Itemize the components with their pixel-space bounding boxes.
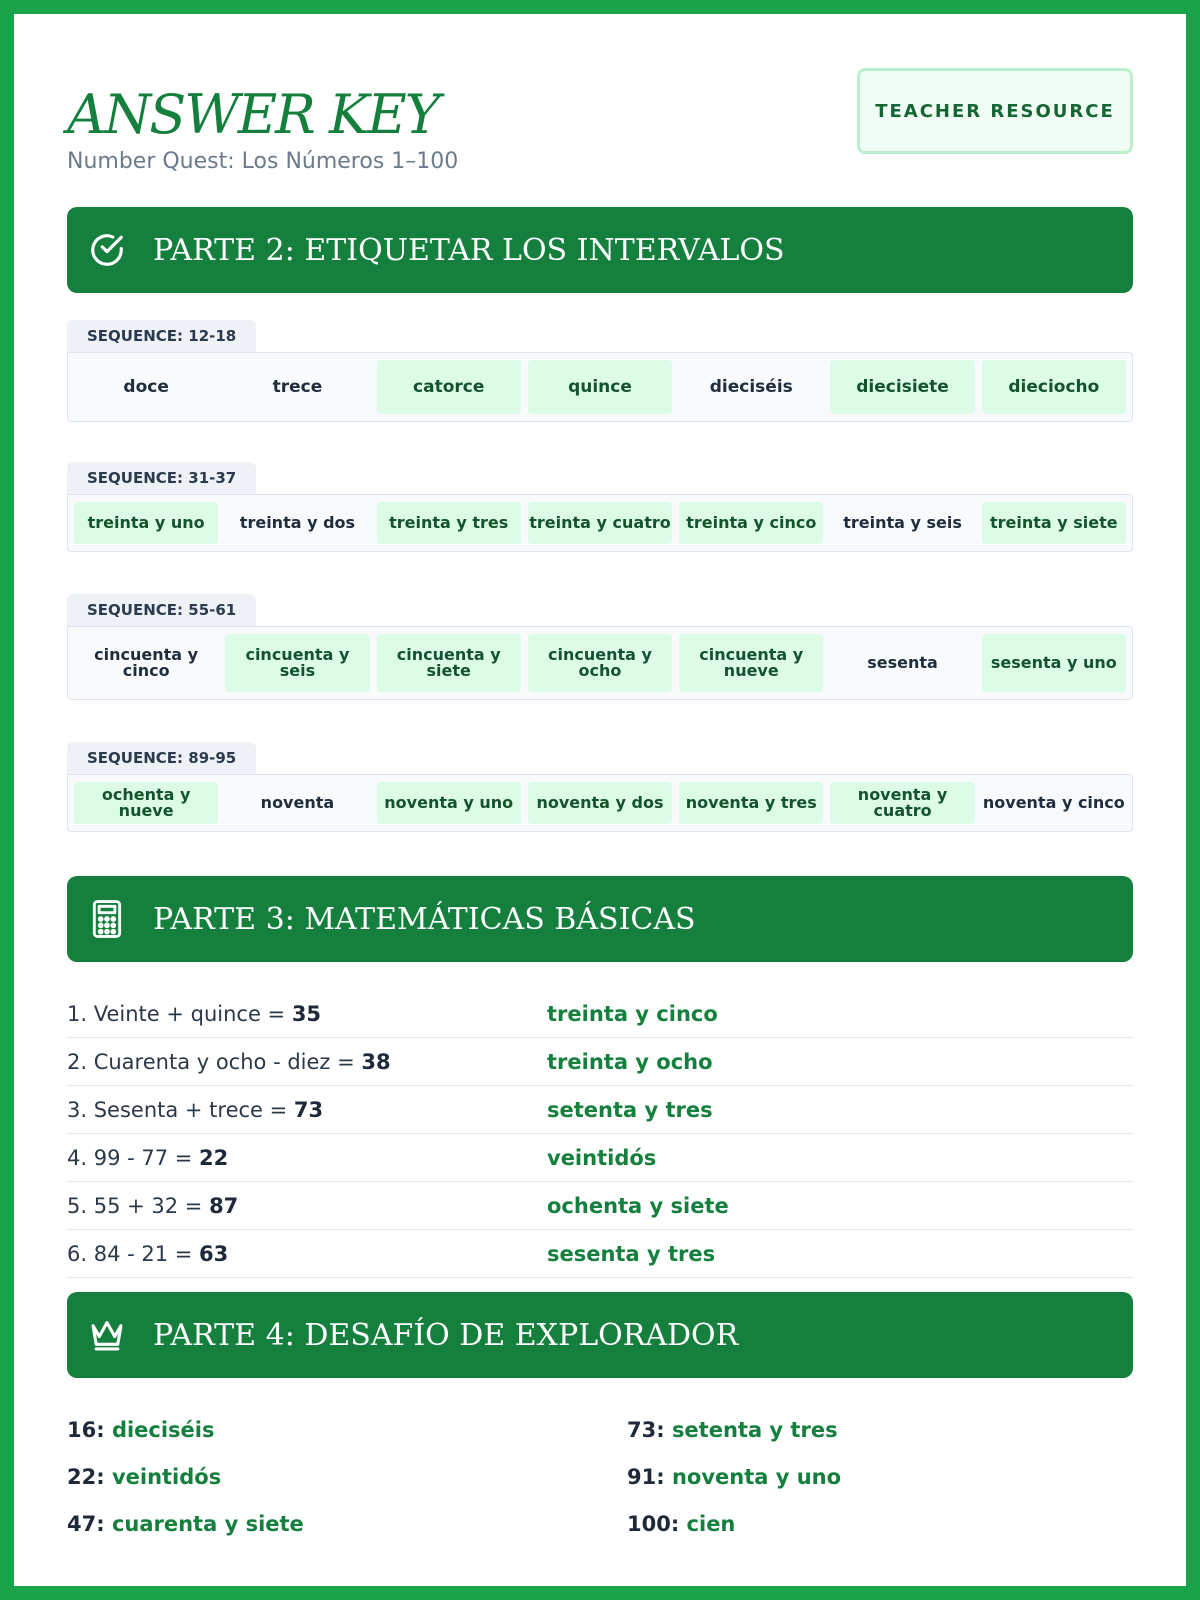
challenge-item bbox=[627, 1418, 838, 1442]
answer-cell: noventa y cuatro bbox=[830, 782, 974, 824]
answer-cell: treinta y uno bbox=[74, 502, 218, 544]
worksheet-page bbox=[14, 14, 1186, 1586]
answer-cell: cincuenta y ocho bbox=[528, 634, 672, 692]
answer-cell: noventa y dos bbox=[528, 782, 672, 824]
answer-cell: cincuenta y nueve bbox=[679, 634, 823, 692]
math-question-text: 5. 55 + 32 = bbox=[67, 1193, 210, 1218]
answer-cell: noventa y tres bbox=[679, 782, 823, 824]
challenge-word: dieciséis bbox=[111, 1417, 215, 1442]
section-header-part3 bbox=[67, 876, 1133, 962]
answer-cell: treinta y siete bbox=[982, 502, 1126, 544]
sequence-label: SEQUENCE: 31-37 bbox=[67, 462, 256, 494]
section-title-part3: PARTE 3: MATEMÁTICAS BÁSICAS bbox=[153, 901, 696, 937]
challenge-item bbox=[67, 1465, 221, 1489]
challenge-row bbox=[67, 1500, 1133, 1547]
teacher-resource-badge: TEACHER RESOURCE bbox=[857, 68, 1133, 154]
section-header-part2 bbox=[67, 207, 1133, 293]
sequence-row bbox=[67, 626, 1133, 700]
math-question bbox=[67, 1194, 238, 1218]
section-title-part2: PARTE 2: ETIQUETAR LOS INTERVALOS bbox=[153, 232, 785, 268]
section-title-part4: PARTE 4: DESAFÍO DE EXPLORADOR bbox=[153, 1317, 739, 1353]
sequence-block bbox=[67, 462, 1133, 552]
math-answer: setenta y tres bbox=[547, 1097, 713, 1122]
given-cell: noventa y cinco bbox=[982, 793, 1125, 812]
math-question bbox=[67, 1098, 323, 1122]
check-circle-icon bbox=[87, 230, 127, 270]
challenge-number: 91: bbox=[627, 1464, 665, 1489]
challenge-item bbox=[67, 1418, 215, 1442]
challenge-row bbox=[67, 1453, 1133, 1500]
answer-cell: sesenta y uno bbox=[982, 634, 1126, 692]
answer-cell: treinta y tres bbox=[377, 502, 521, 544]
math-answer: sesenta y tres bbox=[547, 1241, 716, 1266]
sequence-row bbox=[67, 494, 1133, 552]
math-row bbox=[67, 1038, 1133, 1086]
calculator-icon bbox=[87, 899, 127, 939]
given-cell: trece bbox=[272, 377, 323, 397]
challenge-word: cuarenta y siete bbox=[111, 1511, 304, 1536]
math-question-text: 6. 84 - 21 = bbox=[67, 1241, 200, 1266]
math-row bbox=[67, 1182, 1133, 1230]
challenge-word: cien bbox=[686, 1511, 736, 1536]
challenge-item bbox=[67, 1512, 304, 1536]
given-cell: dieciséis bbox=[709, 377, 793, 397]
sequence-label: SEQUENCE: 55-61 bbox=[67, 594, 256, 626]
math-question-text: 3. Sesenta + trece = bbox=[67, 1097, 294, 1122]
given-cell: doce bbox=[123, 377, 169, 397]
page-subtitle: Number Quest: Los Números 1–100 bbox=[67, 149, 459, 174]
math-question bbox=[67, 1242, 228, 1266]
math-question bbox=[67, 1002, 321, 1026]
sequence-row bbox=[67, 774, 1133, 832]
answer-cell: ochenta y nueve bbox=[74, 782, 218, 824]
math-answer: treinta y cinco bbox=[547, 1001, 718, 1026]
math-result: 38 bbox=[361, 1049, 391, 1074]
math-row bbox=[67, 1134, 1133, 1182]
section-header-part4 bbox=[67, 1292, 1133, 1378]
crown-icon bbox=[87, 1315, 127, 1355]
math-result: 87 bbox=[209, 1193, 239, 1218]
math-result: 63 bbox=[199, 1241, 229, 1266]
math-answer: ochenta y siete bbox=[547, 1193, 729, 1218]
sequence-block bbox=[67, 742, 1133, 832]
answer-cell: quince bbox=[528, 360, 672, 414]
challenge-item bbox=[627, 1512, 735, 1536]
challenge-number: 16: bbox=[67, 1417, 105, 1442]
answer-cell: treinta y cuatro bbox=[528, 502, 672, 544]
given-cell: cincuenta y cinco bbox=[94, 645, 199, 680]
challenge-word: setenta y tres bbox=[671, 1417, 838, 1442]
challenge-item bbox=[627, 1465, 841, 1489]
page-title: ANSWER KEY bbox=[67, 83, 439, 146]
math-problem-list bbox=[67, 990, 1133, 1278]
answer-cell: diecisiete bbox=[830, 360, 974, 414]
challenge-number: 22: bbox=[67, 1464, 105, 1489]
given-cell: noventa bbox=[260, 793, 335, 812]
math-question bbox=[67, 1146, 228, 1170]
sequence-block bbox=[67, 320, 1133, 422]
math-question bbox=[67, 1050, 391, 1074]
given-cell: treinta y seis bbox=[843, 513, 962, 532]
challenge-word: veintidós bbox=[111, 1464, 222, 1489]
math-row bbox=[67, 1086, 1133, 1134]
answer-cell: cincuenta y seis bbox=[225, 634, 369, 692]
answer-cell: dieciocho bbox=[982, 360, 1126, 414]
math-result: 73 bbox=[293, 1097, 324, 1122]
challenge-number: 73: bbox=[627, 1417, 665, 1442]
math-result: 22 bbox=[199, 1145, 229, 1170]
challenge-word: noventa y uno bbox=[671, 1464, 842, 1489]
math-row bbox=[67, 990, 1133, 1038]
answer-cell: catorce bbox=[377, 360, 521, 414]
sequence-label: SEQUENCE: 12-18 bbox=[67, 320, 256, 352]
answer-cell: noventa y uno bbox=[377, 782, 521, 824]
sequence-block bbox=[67, 594, 1133, 700]
given-cell: sesenta bbox=[867, 653, 938, 672]
given-cell: treinta y dos bbox=[239, 513, 356, 532]
answer-cell: treinta y cinco bbox=[679, 502, 823, 544]
sequence-label: SEQUENCE: 89-95 bbox=[67, 742, 256, 774]
math-answer: treinta y ocho bbox=[547, 1049, 713, 1074]
sequence-row bbox=[67, 352, 1133, 422]
math-question-text: 2. Cuarenta y ocho - diez = bbox=[67, 1049, 362, 1074]
math-answer: veintidós bbox=[547, 1145, 657, 1170]
math-question-text: 1. Veinte + quince = bbox=[67, 1001, 292, 1026]
challenge-row bbox=[67, 1406, 1133, 1453]
math-result: 35 bbox=[291, 1001, 322, 1026]
challenge-list bbox=[67, 1406, 1133, 1547]
challenge-number: 47: bbox=[67, 1511, 105, 1536]
math-row bbox=[67, 1230, 1133, 1278]
challenge-number: 100: bbox=[627, 1511, 680, 1536]
math-question-text: 4. 99 - 77 = bbox=[67, 1145, 200, 1170]
answer-cell: cincuenta y siete bbox=[377, 634, 521, 692]
